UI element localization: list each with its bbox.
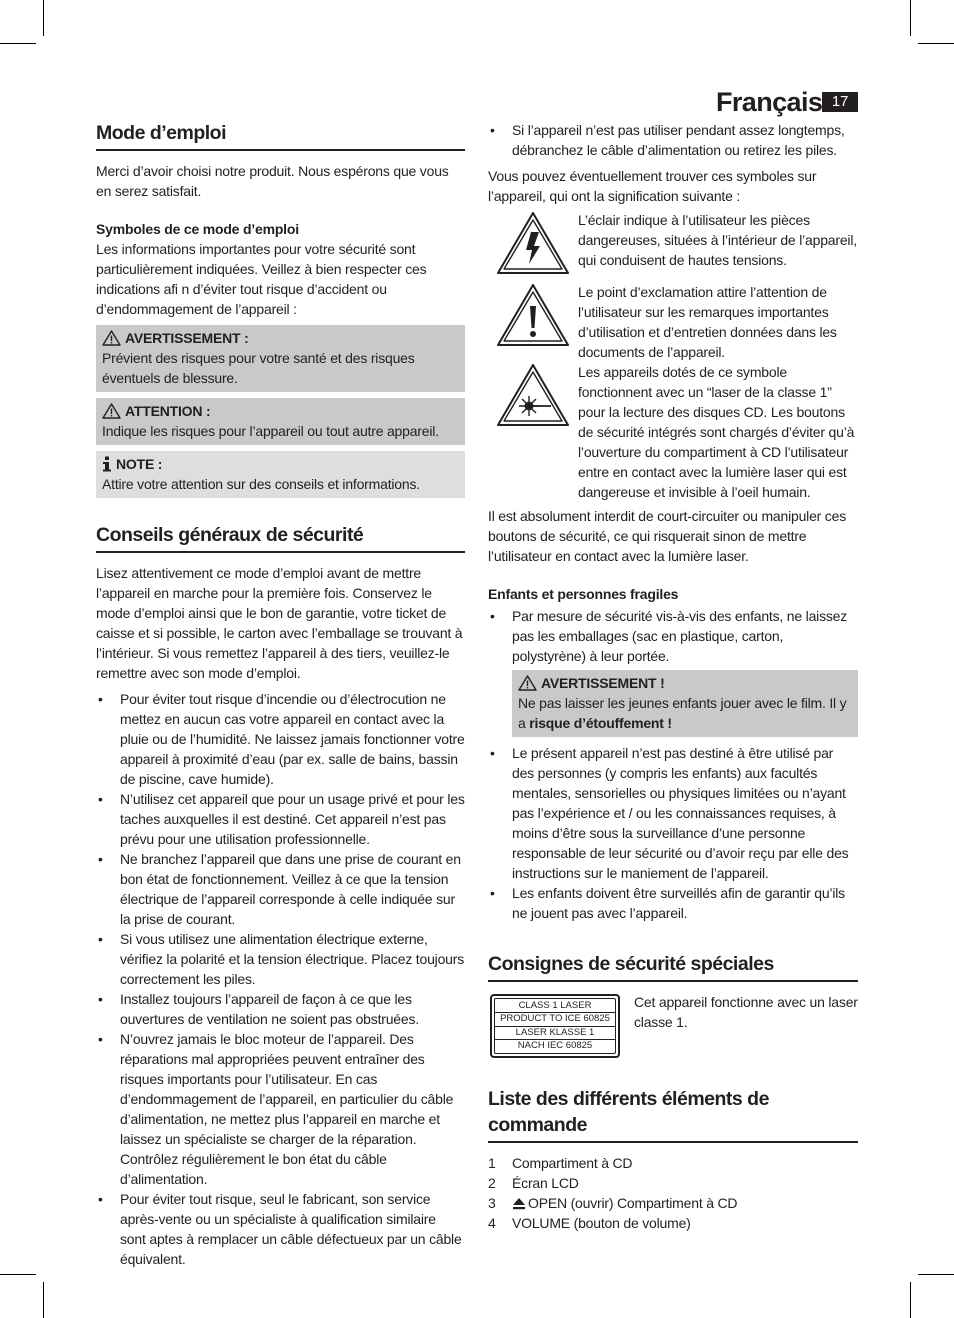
controls-list: [488, 1153, 858, 1233]
warning2-text-bold: risque d’étouffement !: [529, 715, 672, 731]
warning-triangle-icon: [102, 330, 121, 346]
children-list: [488, 606, 858, 666]
intro-text: Merci d’avoir choisi notre produit. Nous espérons que vous en serez satisfait.: [96, 163, 449, 199]
section-title-special: Consignes de sécurité spéciales: [488, 951, 858, 982]
list-item: • Si vous utilisez une alimentation électrique externe, vérifiez la polarité et la tension électrique. Placez toujours correctement les piles.: [96, 929, 465, 989]
note-label: NOTE :: [116, 456, 163, 472]
section-title-safety: Conseils généraux de sécurité: [96, 522, 465, 553]
symbols-text: Les informations importantes pour votre sécurité sont particulièrement indiquées. Veillez à bien respecter ces indications afi n d’éviter tout risque d’accident ou d’endommagement de l’appareil :: [96, 241, 427, 317]
laser-label-line: NACH IEC 60825: [517, 1039, 593, 1051]
warning2-text-main: Ne pas laisser les jeunes enfants jouer avec le film. Il y a: [518, 695, 847, 731]
list-item: • N’utilisez cet appareil que pour un usage privé et pour les taches auxquelles il est destiné. Cet appareil n’est pas prévu pour une utilisation professionnelle.: [96, 789, 465, 849]
list-item: • Le présent appareil n’est pas destiné à être utilisé par des personnes (y compris les enfants) aux facultés mentales, sensorielles ou physiques limitées ou n’ayant pas l’expérience et / ou les connaissances requises, à moins d’être sous la surveillance d’une personne responsable de leur sécurité ou d’avoir reçu par elle des instructions sur le maniement de l’appareil.: [488, 743, 858, 883]
symbol-lightning-row: [488, 210, 858, 276]
attention-label: ATTENTION :: [125, 403, 211, 419]
attention-triangle-icon: [102, 403, 121, 419]
symbols-intro: Vous pouvez éventuellement trouver ces symboles sur l’appareil, qui ont la signification suivante :: [488, 168, 817, 204]
list-item: 1 Compartiment à CD: [488, 1155, 633, 1171]
list-item: • Pour éviter tout risque, seul le fabricant, son service après-vente ou un spécialiste à qualification similaire sont aptes à remplacer un câble défectueux par un câble équivalent.: [96, 1189, 465, 1269]
safety-list: [96, 689, 465, 1269]
laser-warning-icon: [495, 362, 571, 428]
attention-text: Indique les risques pour l’appareil ou tout autre appareil.: [102, 423, 439, 439]
symbol-laser-text: Les appareils dotés de ce symbole fonctionnent avec un “laser de la classe 1” pour la lecture des disques CD. Les boutons de sécurité intégrés sont chargés d’éviter qu’à l’ouverture du compartiment à CD l’utilisateur entre en contact avec la lumière laser qui est dangereuse et invisible à l’oeil humain.: [578, 364, 855, 500]
symbol-exclamation-text: Le point d’exclamation attire l’attention de l’utilisateur sur les remarques importantes d’utilisation et d’entretien données dans les documents de l’appareil.: [578, 284, 837, 360]
list-item: 2 Écran LCD: [488, 1175, 579, 1191]
list-item: • Pour éviter tout risque d’incendie ou d’électrocution ne mettez en aucun cas votre appareil en contact avec la pluie ou de l’humidité. Ne laissez jamais fonctionner votre appareil à proximité d’eau (par ex. salle de bains, bassin de piscine, cave humide).: [96, 689, 465, 789]
safety-intro: Lisez attentivement ce mode d’emploi avant de mettre l’appareil en marche pour la première fois. Conservez le mode d’emploi ainsi que le bon de garantie, votre ticket de caisse et si possible, le carton avec l’emballage se trouvant à l’intérieur. Si vous remettez l’appareil à des tiers, veuillez-le remettre avec son mode d’emploi.: [96, 565, 463, 681]
crop-mark: [918, 1274, 954, 1275]
list-item: • Si l’appareil n’est pas utiliser pendant assez longtemps, débranchez le câble d’alimentation ou retirez les piles.: [488, 120, 858, 160]
lightning-warning-icon: [495, 210, 571, 276]
laser-class-label: [490, 994, 620, 1058]
warning2-label: AVERTISSEMENT !: [541, 675, 665, 691]
laser-label-line: LASER KLASSE 1: [495, 1027, 615, 1040]
laser-class-text: Cet appareil fonctionne avec un laser classe 1.: [634, 994, 858, 1030]
laser-label-line: CLASS 1 LASER: [495, 1000, 615, 1013]
laser-label-line: PRODUCT TO ICE 60825: [495, 1013, 615, 1026]
list-item: • Ne branchez l’appareil que dans une prise de courant en bon état de fonctionnement. Veillez à ce que la tension électrique de l’appareil corresponde à celle indiquée sur la prise de courant.: [96, 849, 465, 929]
crop-mark: [910, 0, 911, 36]
list-item: • Par mesure de sécurité vis-à-vis des enfants, ne laissez pas les emballages (sac en plastique, carton, polystyrène) à leur portée.: [488, 606, 858, 666]
crop-mark: [43, 0, 44, 36]
list-item: • Installez toujours l’appareil de façon à ce que les ouvertures de ventilation ne soient pas obstruées.: [96, 989, 465, 1029]
exclamation-warning-icon: [495, 282, 571, 348]
warning-box: [96, 325, 465, 392]
children-list-2: [488, 743, 858, 923]
forbidden-text: Il est absolument interdit de court-circuiter ou manipuler ces boutons de sécurité, ce qui risquerait sinon de mettre l’utilisateur en contact avec la lumière laser.: [488, 508, 846, 564]
symbol-laser-row: [488, 362, 858, 502]
section-title-mode: Mode d’emploi: [96, 120, 465, 151]
crop-mark: [0, 1274, 36, 1275]
list-item: • Les enfants doivent être surveillés afin de garantir qu’ils ne jouent pas avec l’appareil.: [488, 883, 858, 923]
note-box: [96, 451, 465, 498]
crop-mark: [910, 1282, 911, 1318]
symbol-exclamation-row: [488, 282, 858, 362]
page-number: 17: [822, 92, 858, 112]
language-title: Français: [716, 87, 823, 117]
crop-mark: [43, 1282, 44, 1318]
list-item: 3 OPEN (ouvrir) Compartiment à CD: [488, 1195, 738, 1211]
list-item: 4 VOLUME (bouton de volume): [488, 1215, 691, 1231]
left-column: [96, 120, 465, 1269]
right-top-list: [488, 120, 858, 160]
warning-triangle-icon: [518, 675, 537, 691]
note-text: Attire votre attention sur des conseils et informations.: [102, 476, 420, 492]
symbol-lightning-text: L’éclair indique à l’utilisateur les pièces dangereuses, situées à l’intérieur de l’appareil, qui conduisent de hautes tensions.: [578, 212, 857, 268]
attention-box: [96, 398, 465, 445]
section-title-controls: Liste des différents éléments de commande: [488, 1086, 858, 1143]
eject-icon: [512, 1197, 526, 1210]
children-heading: Enfants et personnes fragiles: [488, 586, 679, 602]
crop-mark: [0, 43, 36, 44]
info-icon: [102, 456, 112, 472]
warning-box-children: [512, 670, 858, 737]
warning-text: Prévient des risques pour votre santé et des risques éventuels de blessure.: [102, 350, 415, 386]
right-column: [488, 120, 858, 1233]
list-item: • N’ouvrez jamais le bloc moteur de l’appareil. Des réparations mal appropriées peuvent entraîner des risques importants pour l’utilisateur. En cas d’endommagement de l’appareil, en particulier du câble d’alimentation, ne mettez plus l’appareil en marche et laissez un spécialiste se charger de la réparation. Contrôlez régulièrement le bon état du câble d’alimentation.: [96, 1029, 465, 1189]
warning-label: AVERTISSEMENT :: [125, 330, 249, 346]
laser-class-row: [488, 992, 858, 1058]
warning2-text: [518, 693, 852, 733]
crop-mark: [918, 43, 954, 44]
symbols-heading: Symboles de ce mode d’emploi: [96, 221, 299, 237]
